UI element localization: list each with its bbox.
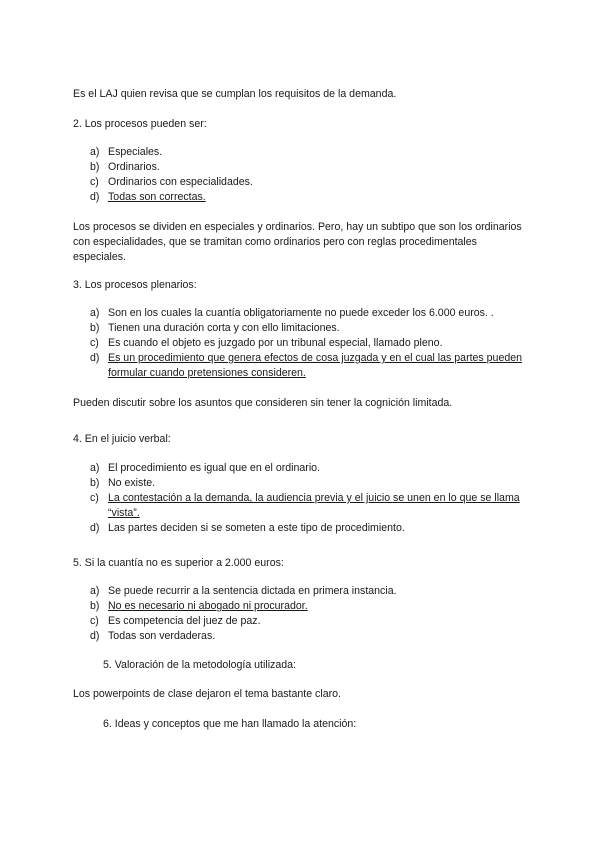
intro-text: Es el LAJ quien revisa que se cumplan los requisitos de la demanda.: [73, 88, 397, 100]
option-text: Es competencia del juez de paz.: [108, 615, 261, 627]
q2-option-b: [90, 160, 530, 175]
option-letter: b): [90, 600, 100, 612]
q4-title: 4. En el juicio verbal:: [73, 433, 171, 445]
q4-option-c: [90, 491, 530, 521]
q3-option-c: [90, 336, 530, 351]
option-letter: b): [90, 477, 100, 489]
option-letter: d): [90, 630, 100, 642]
option-letter: c): [90, 337, 99, 349]
q3-title: 3. Los procesos plenarios:: [73, 279, 197, 291]
option-letter: a): [90, 585, 100, 597]
section5-title: 5. Valoración de la metodología utilizada:: [103, 659, 296, 671]
q4-option-a: [90, 461, 530, 476]
option-letter: a): [90, 462, 100, 474]
q5-option-c: [90, 614, 530, 629]
q3-explanation: Pueden discutir sobre los asuntos que consideren sin tener la cognición limitada.: [73, 397, 453, 409]
q2-option-a: [90, 145, 530, 160]
section6-title: 6. Ideas y conceptos que me han llamado la atención:: [103, 718, 357, 730]
q4-option-d: [90, 521, 530, 536]
option-text: Son en los cuales la cuantía obligatoriamente no puede exceder los 6.000 euros. .: [108, 307, 494, 319]
option-text: Todas son verdaderas.: [108, 630, 216, 642]
q5-options: [90, 584, 530, 644]
option-text: Ordinarios con especialidades.: [108, 176, 253, 188]
option-text: Ordinarios.: [108, 161, 160, 173]
q3-option-b: [90, 321, 530, 336]
correct-answer: Es un procedimiento que genera efectos de cosa juzgada y en el cual las partes pueden formular cuando pretensiones consideren.: [108, 352, 523, 379]
q2-title: 2. Los procesos pueden ser:: [73, 118, 207, 130]
q4-options: [90, 461, 530, 536]
correct-answer: La contestación a la demanda, la audiencia previa y el juicio se unen en lo que se llama “vista”.: [108, 492, 520, 519]
q3-option-a: [90, 306, 530, 321]
section5-text: Los powerpoints de clase dejaron el tema bastante claro.: [73, 688, 341, 700]
option-letter: d): [90, 191, 100, 203]
option-letter: b): [90, 322, 100, 334]
option-letter: b): [90, 161, 100, 173]
option-text: Es cuando el objeto es juzgado por un tribunal especial, llamado pleno.: [108, 337, 443, 349]
option-letter: a): [90, 307, 100, 319]
option-text: El procedimiento es igual que en el ordinario.: [108, 462, 321, 474]
q5-option-d: [90, 629, 530, 644]
option-text: Especiales.: [108, 146, 163, 158]
q2-option-c: [90, 175, 530, 190]
q3-option-d: [90, 351, 530, 381]
option-text: No existe.: [108, 477, 156, 489]
option-letter: a): [90, 146, 100, 158]
q2-explanation: Los procesos se dividen en especiales y ordinarios. Pero, hay un subtipo que son los ordinarios con especialidades, que se tramitan como ordinarios pero con reglas procedimentales especiales.: [73, 221, 522, 263]
q4-option-b: [90, 476, 530, 491]
correct-answer: Todas son correctas.: [108, 191, 206, 203]
option-text: Se puede recurrir a la sentencia dictada en primera instancia.: [108, 585, 397, 597]
option-letter: c): [90, 492, 99, 504]
option-letter: d): [90, 522, 100, 534]
q5-option-b: [90, 599, 530, 614]
q5-title: 5. Si la cuantía no es superior a 2.000 euros:: [73, 557, 284, 569]
correct-answer: No es necesario ni abogado ni procurador.: [108, 600, 308, 612]
option-text: Las partes deciden si se someten a este tipo de procedimiento.: [108, 522, 405, 534]
option-letter: c): [90, 176, 99, 188]
q2-options: [90, 145, 530, 205]
q5-option-a: [90, 584, 530, 599]
option-letter: d): [90, 352, 100, 364]
option-letter: c): [90, 615, 99, 627]
q3-options: [90, 306, 530, 381]
option-text: Tienen una duración corta y con ello limitaciones.: [108, 322, 340, 334]
q2-option-d: [90, 190, 530, 205]
